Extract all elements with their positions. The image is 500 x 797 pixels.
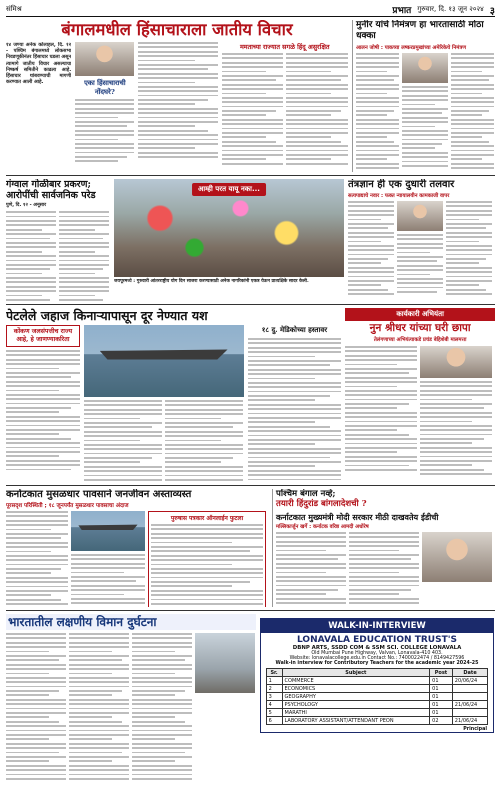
lead-center-title: ममताच्या राज्यात सगळे हिंदू असुरक्षित <box>239 43 330 51</box>
ad-address: Old Mumbai Pune Highway, Valvan, Lonavala-410 403. <box>311 651 443 656</box>
story7-sub: मल्लिकार्जुन खर्गे : कर्नाटक वरिष्ठ आमदी अधोरेष <box>276 524 369 530</box>
story4-box: कोंकण जलसंपत्तीच राज्य आहे, हे जाणण्याकरिता <box>13 328 73 343</box>
story5-headline2: तयारी हिंदुरांड बांगलादेशची ? <box>276 499 367 509</box>
photo-label: आम्ही परत यायू नका... <box>192 183 266 196</box>
story6-photo <box>420 346 492 378</box>
story6-sub: तेलंगणाच्या अभियंत्याकडे प्रचंड बेहिशेबी मालमत्ता <box>373 337 467 343</box>
lead-headline: बंगालमधील हिंसाचाराला जातीय विचार <box>61 20 293 39</box>
ad-header: WALK-IN-INTERVIEW <box>261 619 493 633</box>
table-row: 3 GEOGRAPHY 01 <box>266 693 488 701</box>
table-row: 1 COMMERCE 01 20/06/24 <box>266 677 488 685</box>
lead-box-title: एका हिंसाचाराची नोंदघरे? <box>84 79 126 96</box>
kharge-photo <box>422 532 492 582</box>
story3-photo <box>397 201 443 231</box>
section-label: संमिश्र <box>6 5 22 13</box>
story2-headline: गंग्वाल गोळीबार प्रकरण; <box>6 179 92 190</box>
story8-box-title: पुरुषास पत्रकार ऑनलाईन फुटला <box>170 515 244 522</box>
right-top-headline: मुनीर यांचे निमंत्रण हा भारतासाठी मोठा धक्का <box>356 20 484 41</box>
story7-headline: कर्नाटकात मुख्यमंत्री मोदी सरकार मीठी दाखवतेय ईडीची <box>276 512 439 522</box>
table-row: 6 LABORATORY ASSISTANT/ATTENDANT PEON 02 21/06/24 <box>266 717 488 725</box>
plane-photo <box>195 633 255 693</box>
walk-in-ad <box>260 618 494 733</box>
story4-headline: पेटलेले जहाज किनाऱ्यापासून दूर नेण्यात यश <box>6 308 208 323</box>
ad-contact: Website: lonavalacollege.edu.in Contact No.: 7400022474 / 8149427596 <box>289 656 465 661</box>
ad-footer: Principal <box>463 727 487 732</box>
lead-intro: १४ जण्या अनेक कोलाहल, दि. १२ - पश्चिम बंगालमध्ये लोकसभा निवडणूकीनंतर हिंसाचार घडला असून त्यामागे जातीय विचार असल्याचा निष्कर्ष समितीने काढला आहे. हिंसाचार थांबवण्याची मागणी करण्यात आली आहे. <box>6 42 72 86</box>
story8-sub: पूरसदृश परिस्थिती ; १८ जूनपर्यंत मुसळधार पावसाचा अंदाज <box>6 503 129 509</box>
story2-lede: पुणे, दि. १२ - अनूसार <box>6 203 47 208</box>
story4-side-title: १८ दु. मेडिकोच्या हस्तावर <box>261 325 328 334</box>
ad-table-header: Sr. Subject Post Date <box>266 669 488 677</box>
story8-headline: कर्नाटकात मुसळधार पावसाने जनजीवन अस्ताव्यस्त <box>6 489 192 500</box>
right-top-sub: आलन जोषी : पाकच्या लष्करप्रमुखांच्या अमेरिकेचे निमंत्रण <box>356 45 466 51</box>
photo-caption: जयपूरमध्ये : गुरुवारी आंतरराष्ट्रीय योग दिन साजरा करण्यासाठी अनेक नागरिकांनी एकत्र येऊन प्रात्यक्षिके सादर केली. <box>114 279 309 284</box>
issue-date: गुरुवार, दि. १३ जून २०२४ <box>417 5 484 13</box>
main-photo <box>114 179 344 277</box>
masthead-strip <box>6 3 495 17</box>
table-row: 5 MARATHI 01 <box>266 709 488 717</box>
story3-headline: तंत्रज्ञान ही एक दुधारी तलवार <box>348 179 455 190</box>
ad-intro: Walk-in interview for Contributory Teachers for the academic year 2024-25 <box>275 661 479 666</box>
munir-photo <box>402 53 447 83</box>
story5-headline: पश्चिम बंगाल नव्हे; <box>276 489 336 499</box>
flood-photo <box>71 511 145 551</box>
story6-headline: नुन श्रीधर यांच्या घरी छापा <box>369 322 471 334</box>
table-row: 2 ECONOMICS 01 <box>266 685 488 693</box>
story3-sub: सत्यपाद्याचे नवार : फक्त न्यायालयीन कामकाजी वापर <box>348 193 450 199</box>
lead-photo <box>75 42 134 76</box>
brand-logo: प्रभात <box>392 6 412 16</box>
story9-headline: भारतातील लक्षणीय विमान दुर्घटना <box>6 614 256 630</box>
ad-title: LONAVALA EDUCATION TRUST'S <box>297 635 457 645</box>
story2-headline2: आरोपींची सार्वजनिक परेड <box>6 190 96 201</box>
ship-photo <box>84 325 244 397</box>
story6-tag: कार्यकारी अभियंता <box>345 308 495 321</box>
ad-college: DBNP ARTS, SSDD COM & SSM SCI. COLLEGE LONAVALA <box>292 645 462 651</box>
table-row: 4 PSYCHOLOGY 01 21/06/24 <box>266 701 488 709</box>
page-number: ३ <box>489 5 495 17</box>
ad-table <box>266 668 489 725</box>
